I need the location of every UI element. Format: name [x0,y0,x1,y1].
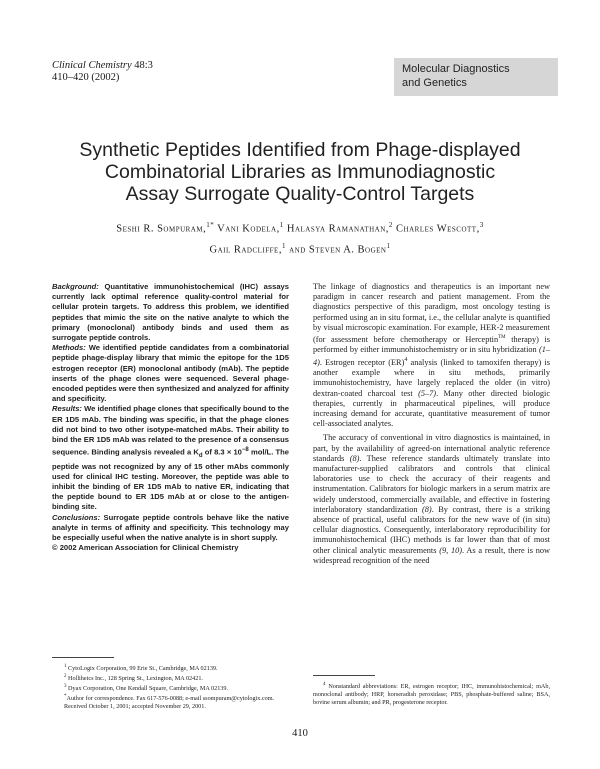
journal-citation [52,60,153,84]
citation-ref: (1–4) [313,344,550,367]
author-name: Halasya Ramanathan, [283,223,389,235]
received-date: Received October 1, 2001; accepted November 29, 2001. [64,703,206,711]
footnote: $^3$ Dyax Corporation, One Kendall Square, Cambridge, MA 02139. [64,684,229,693]
footnote: $^2$ Holliheics Inc., 128 Spring St., Lexington, MA 02421. [64,674,203,683]
copyright-notice: © 2002 American Association for Clinical Chemistry [52,543,239,553]
journal-name: Clinical Chemistry [52,60,132,71]
author-affiliation: 1* [206,221,215,229]
title-line2: Combinatorial Libraries as Immunodiagnostic [104,161,496,183]
author-name: Gail Radcliffe, [209,244,282,255]
author-affiliation: 1 [386,241,391,250]
author-name: Vani Kodela, [214,223,280,235]
body-paragraph: The linkage of diagnostics and therapeutics is an important new paradigm in cancer research and patient management. From the diagnostics perspective of this paradigm, most oncology testing is performed using an in situ format, i.e., the cellular analyte is quantified by visual microscopic examination. For example, HER-2 measurement (for assessment before chemotherapy or Herceptin™ therapy) is performed by either immunohistochemistry or in situ hybridization (1–4). Estrogen receptor (ER)$^4$ analysis (linked to tamoxifen therapy) is another example where in situ methods, primarily immunohistochemistry, have largely replaced the older (in vitro) dextran-coated charcoal test (5–7). Many other directed biologic therapies, currently in pharmaceutical pipelines, will produce increasing demand for accurate, quantitative measurement of tumor cell-associated analytes. [313,282,551,429]
footnote-divider [52,657,114,658]
footnote: *Author for correspondence. Fax 617-576-0088; e-mail ssompuram@cytologix.com. [64,694,275,703]
section-label-line1: Molecular Diagnostics [402,63,510,75]
page-number: 410 [292,728,308,739]
body-paragraph: The accuracy of conventional in vitro diagnostics is maintained, in part, by the availability of agreed-on international analytic reference standards (8). These reference standards ultimately translate into manufacturer-supplied calibrators and controls that clinical laboratories use to check the accuracy of their reagents and instrumentation. Calibrators for biologic markers in a serum matrix are widely understood, commercially available, and effective in fostering interlaboratory standardization (8). By contrast, there is a striking absence of practical, useful calibrators for the new wave of (in situ) cellular diagnostics. Consequently, interlaboratory reproducibility for immunohistochemical (IHC) methods is far lower than that of most other clinical analytic measurements (9, 10). As a result, there is now widespread recognition of the need [313,433,550,565]
footnotes-right [313,681,550,707]
abstract-methods: Methods: We identified peptide candidates from a combinatorial peptide phage-display library that mimic the epitope for the 1D5 estrogen receptor (ER) monoclonal antibody (mAb). The peptide inserts of the phage clones were sequenced. Several phage-encoded peptides were then synthesized and analyzed for affinity and specificity. [52,343,289,404]
author-list [60,217,540,258]
abstract [52,282,289,553]
citation-ref: (9, 10) [439,545,463,555]
footnote: $^4$ Nonstandard abbreviations: ER, estrogen receptor; IHC, immunohistochemical; mAb, monoclonal antibody; HRP, horseradish peroxidase; PBS, phosphate-buffered saline; BSA, bovine serum albumin; and PR, progesterone receptor. [313,682,550,707]
title-line1: Synthetic Peptides Identified from Phage-displayed [79,139,521,161]
abstract-conclusions: Conclusions: Surrogate peptide controls behave like the native analyte in terms of affinity and specificity. This technology may be especially useful when the native analyte is in short supply. [52,512,289,542]
citation-ref: (8) [349,453,360,463]
title-line3: Assay Surrogate Quality-Control Targets [125,183,475,205]
section-label-box [394,58,558,96]
citation-ref: (5–7) [418,388,437,398]
abstract-label: Background: [52,282,99,291]
footnote-divider [313,675,375,676]
citation-ref: (8) [422,504,432,514]
journal-volume: 48:3 [134,60,153,71]
footnotes-left [52,663,289,711]
author-affiliation: 3 [479,221,484,229]
section-label-line2: and Genetics [402,77,467,89]
abstract-label: Methods: [52,343,86,353]
body-text [313,282,550,566]
author-affiliation: 2 [388,221,393,229]
author-name: Charles Wescott, [392,223,480,235]
footnote: $^1$ CytoLogix Corporation, 99 Erie St., Cambridge, MA 02139. [64,664,218,673]
article-title [40,139,560,205]
abstract-label: Results: [52,404,82,414]
abstract-label: Conclusions: [52,512,101,522]
abstract-background: Background: Quantitative immunohistochemical (IHC) assays currently lack optimal reference quality-control material for cellular protein targets. To address this problem, we identified peptides that mimic the site on the native analyte to which the primary (monoclonal) antibody binds and used them as surrogate peptide controls. [52,282,289,343]
abstract-results: Results: We identified phage clones that specifically bound to the ER 1D5 mAb. The binding was specific, in that the phage clones did not bind to two other isotype-matched mAbs. Their ability to bind the ER 1D5 mAb was related to the presence of a consensus sequence. Binding analysis revealed a $K_d$ of $8.3 \times 10^{-8}$ mol/L. The peptide was not recognized by any of 15 other mAbs commonly used for clinical IHC testing. Moreover, the peptide was able to inhibit the binding of ER 1D5 mAb to native ER, indicating that the peptide bound to ER 1D5 mAb at or close to the antigen-binding site. [52,404,289,512]
author-affiliation: 1 [279,221,284,229]
journal-pages-year: 410–420 (2002) [52,72,120,83]
author-name: and Steven A. Bogen [285,244,387,255]
author-name: Seshi R. Sompuram, [116,223,207,235]
author-affiliation: 1 [281,241,286,250]
